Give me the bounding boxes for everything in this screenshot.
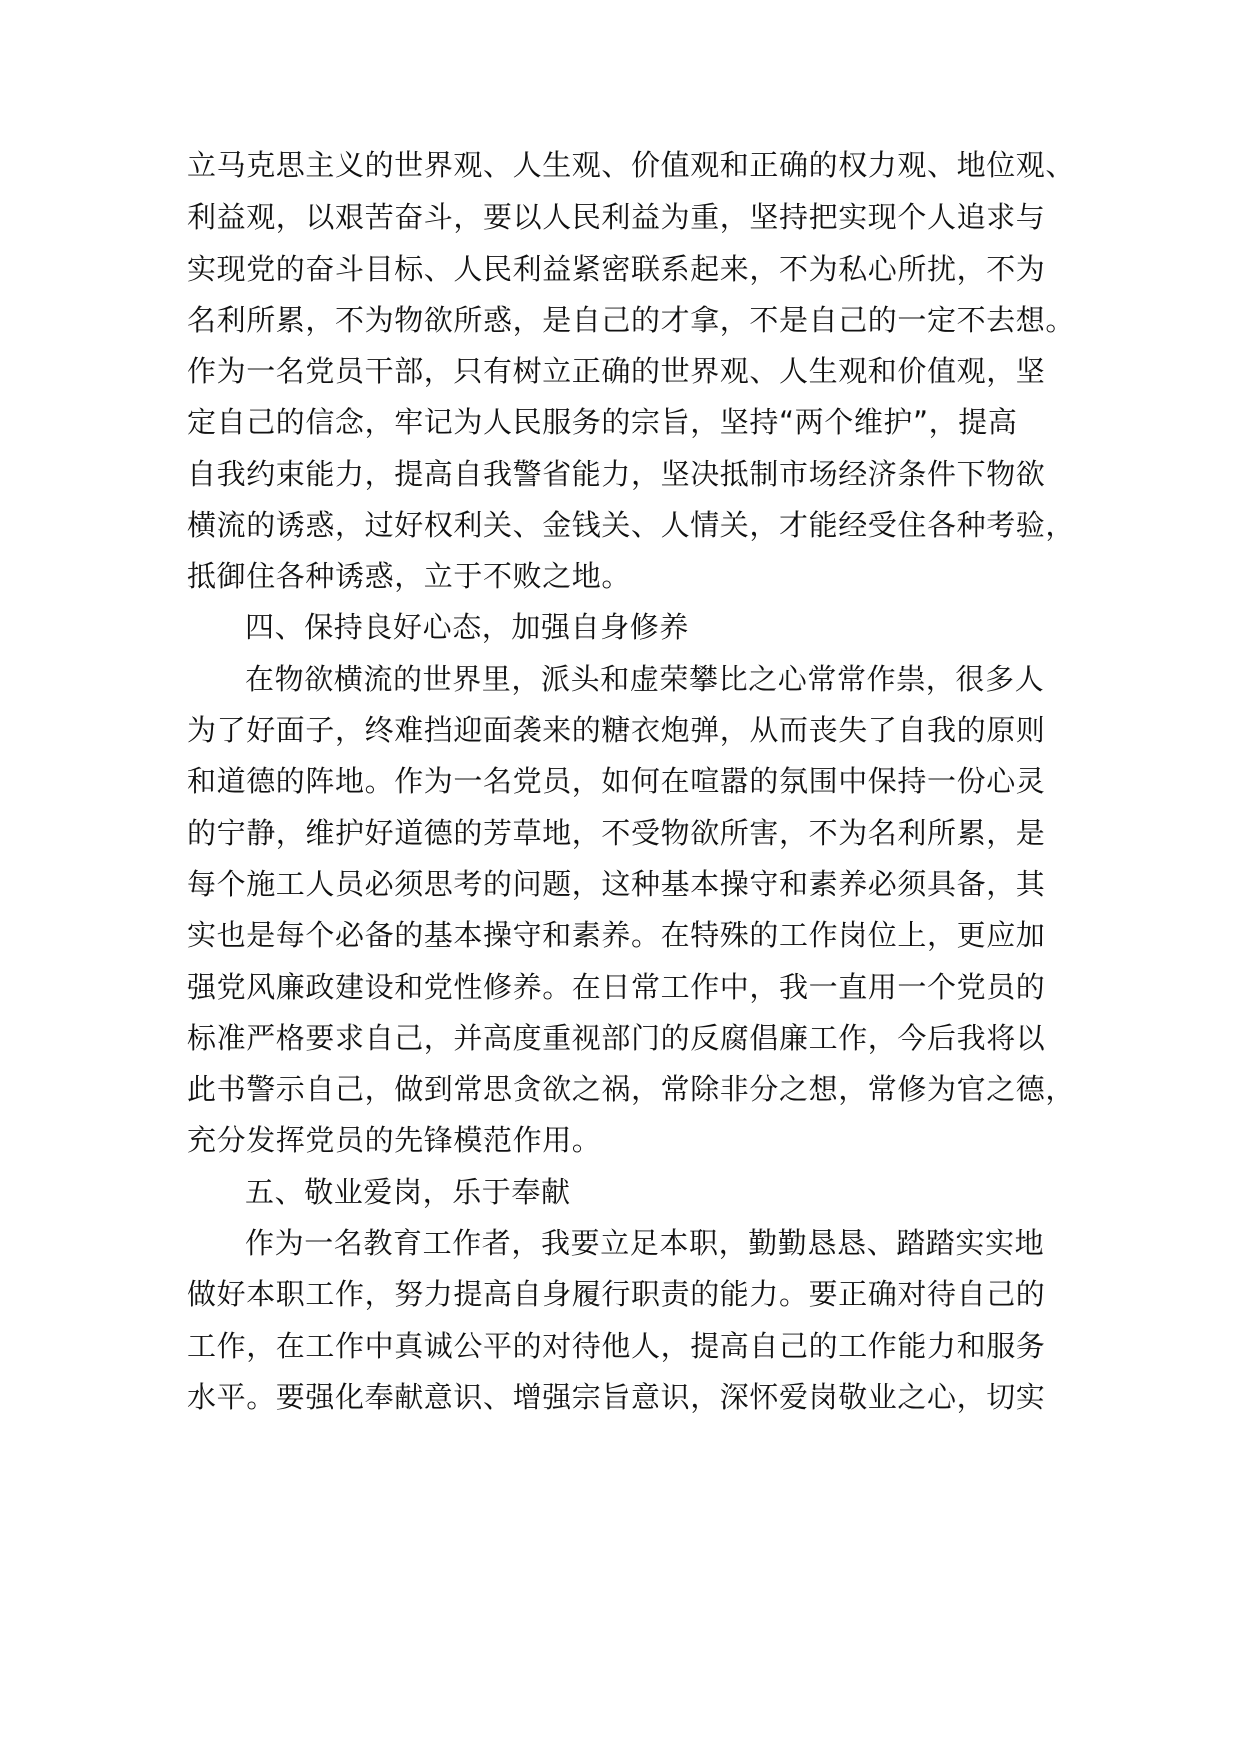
text-line: 标准严格要求自己，并高度重视部门的反腐倡廉工作，今后我将以 — [187, 1021, 1046, 1055]
text-line: 实现党的奋斗目标、人民利益紧密联系起来，不为私心所扰，不为 — [187, 252, 1046, 286]
text-line: 充分发挥党员的先锋模范作用。 — [187, 1123, 602, 1157]
text-line: 为了好面子，终难挡迎面袭来的糖衣炮弹，从而丧失了自我的原则 — [187, 713, 1046, 747]
text-line: 和道德的阵地。作为一名党员，如何在喧嚣的氛围中保持一份心灵 — [187, 764, 1046, 798]
text-line: 立马克思主义的世界观、人生观、价值观和正确的权力观、地位观、 — [187, 148, 1076, 182]
text-line: 作为一名党员干部，只有树立正确的世界观、人生观和价值观，坚 — [187, 354, 1046, 388]
text-line: 的宁静，维护好道德的芳草地，不受物欲所害，不为名利所累，是 — [187, 816, 1046, 850]
section-heading: 四、保持良好心态，加强自身修养 — [245, 610, 690, 644]
text-line: 在物欲横流的世界里，派头和虚荣攀比之心常常作祟，很多人 — [245, 662, 1045, 696]
text-line: 实也是每个必备的基本操守和素养。在特殊的工作岗位上，更应加 — [187, 918, 1046, 952]
text-line: 自我约束能力，提高自我警省能力，坚决抵制市场经济条件下物欲 — [187, 457, 1046, 491]
text-line: 作为一名教育工作者，我要立足本职，勤勤恳恳、踏踏实实地 — [245, 1226, 1045, 1260]
text-line: 做好本职工作，努力提高自身履行职责的能力。要正确对待自己的 — [187, 1277, 1046, 1311]
section-heading: 五、敬业爱岗，乐于奉献 — [245, 1175, 571, 1209]
text-line: 抵御住各种诱惑，立于不败之地。 — [187, 559, 632, 593]
text-line: 工作，在工作中真诚公平的对待他人，提高自己的工作能力和服务 — [187, 1329, 1046, 1363]
text-line: 此书警示自己，做到常思贪欲之祸，常除非分之想，常修为官之德， — [187, 1072, 1076, 1106]
text-line: 水平。要强化奉献意识、增强宗旨意识，深怀爱岗敬业之心，切实 — [187, 1380, 1046, 1414]
text-line: 定自己的信念，牢记为人民服务的宗旨，坚持“两个维护”，提高 — [187, 405, 1018, 439]
text-line: 每个施工人员必须思考的问题，这种基本操守和素养必须具备，其 — [187, 867, 1046, 901]
text-line: 横流的诱惑，过好权利关、金钱关、人情关，才能经受住各种考验， — [187, 508, 1076, 542]
text-line: 名利所累，不为物欲所惑，是自己的才拿，不是自己的一定不去想。 — [187, 303, 1076, 337]
text-line: 强党风廉政建设和党性修养。在日常工作中，我一直用一个党员的 — [187, 970, 1046, 1004]
text-line: 利益观，以艰苦奋斗，要以人民利益为重，坚持把实现个人追求与 — [187, 200, 1046, 234]
